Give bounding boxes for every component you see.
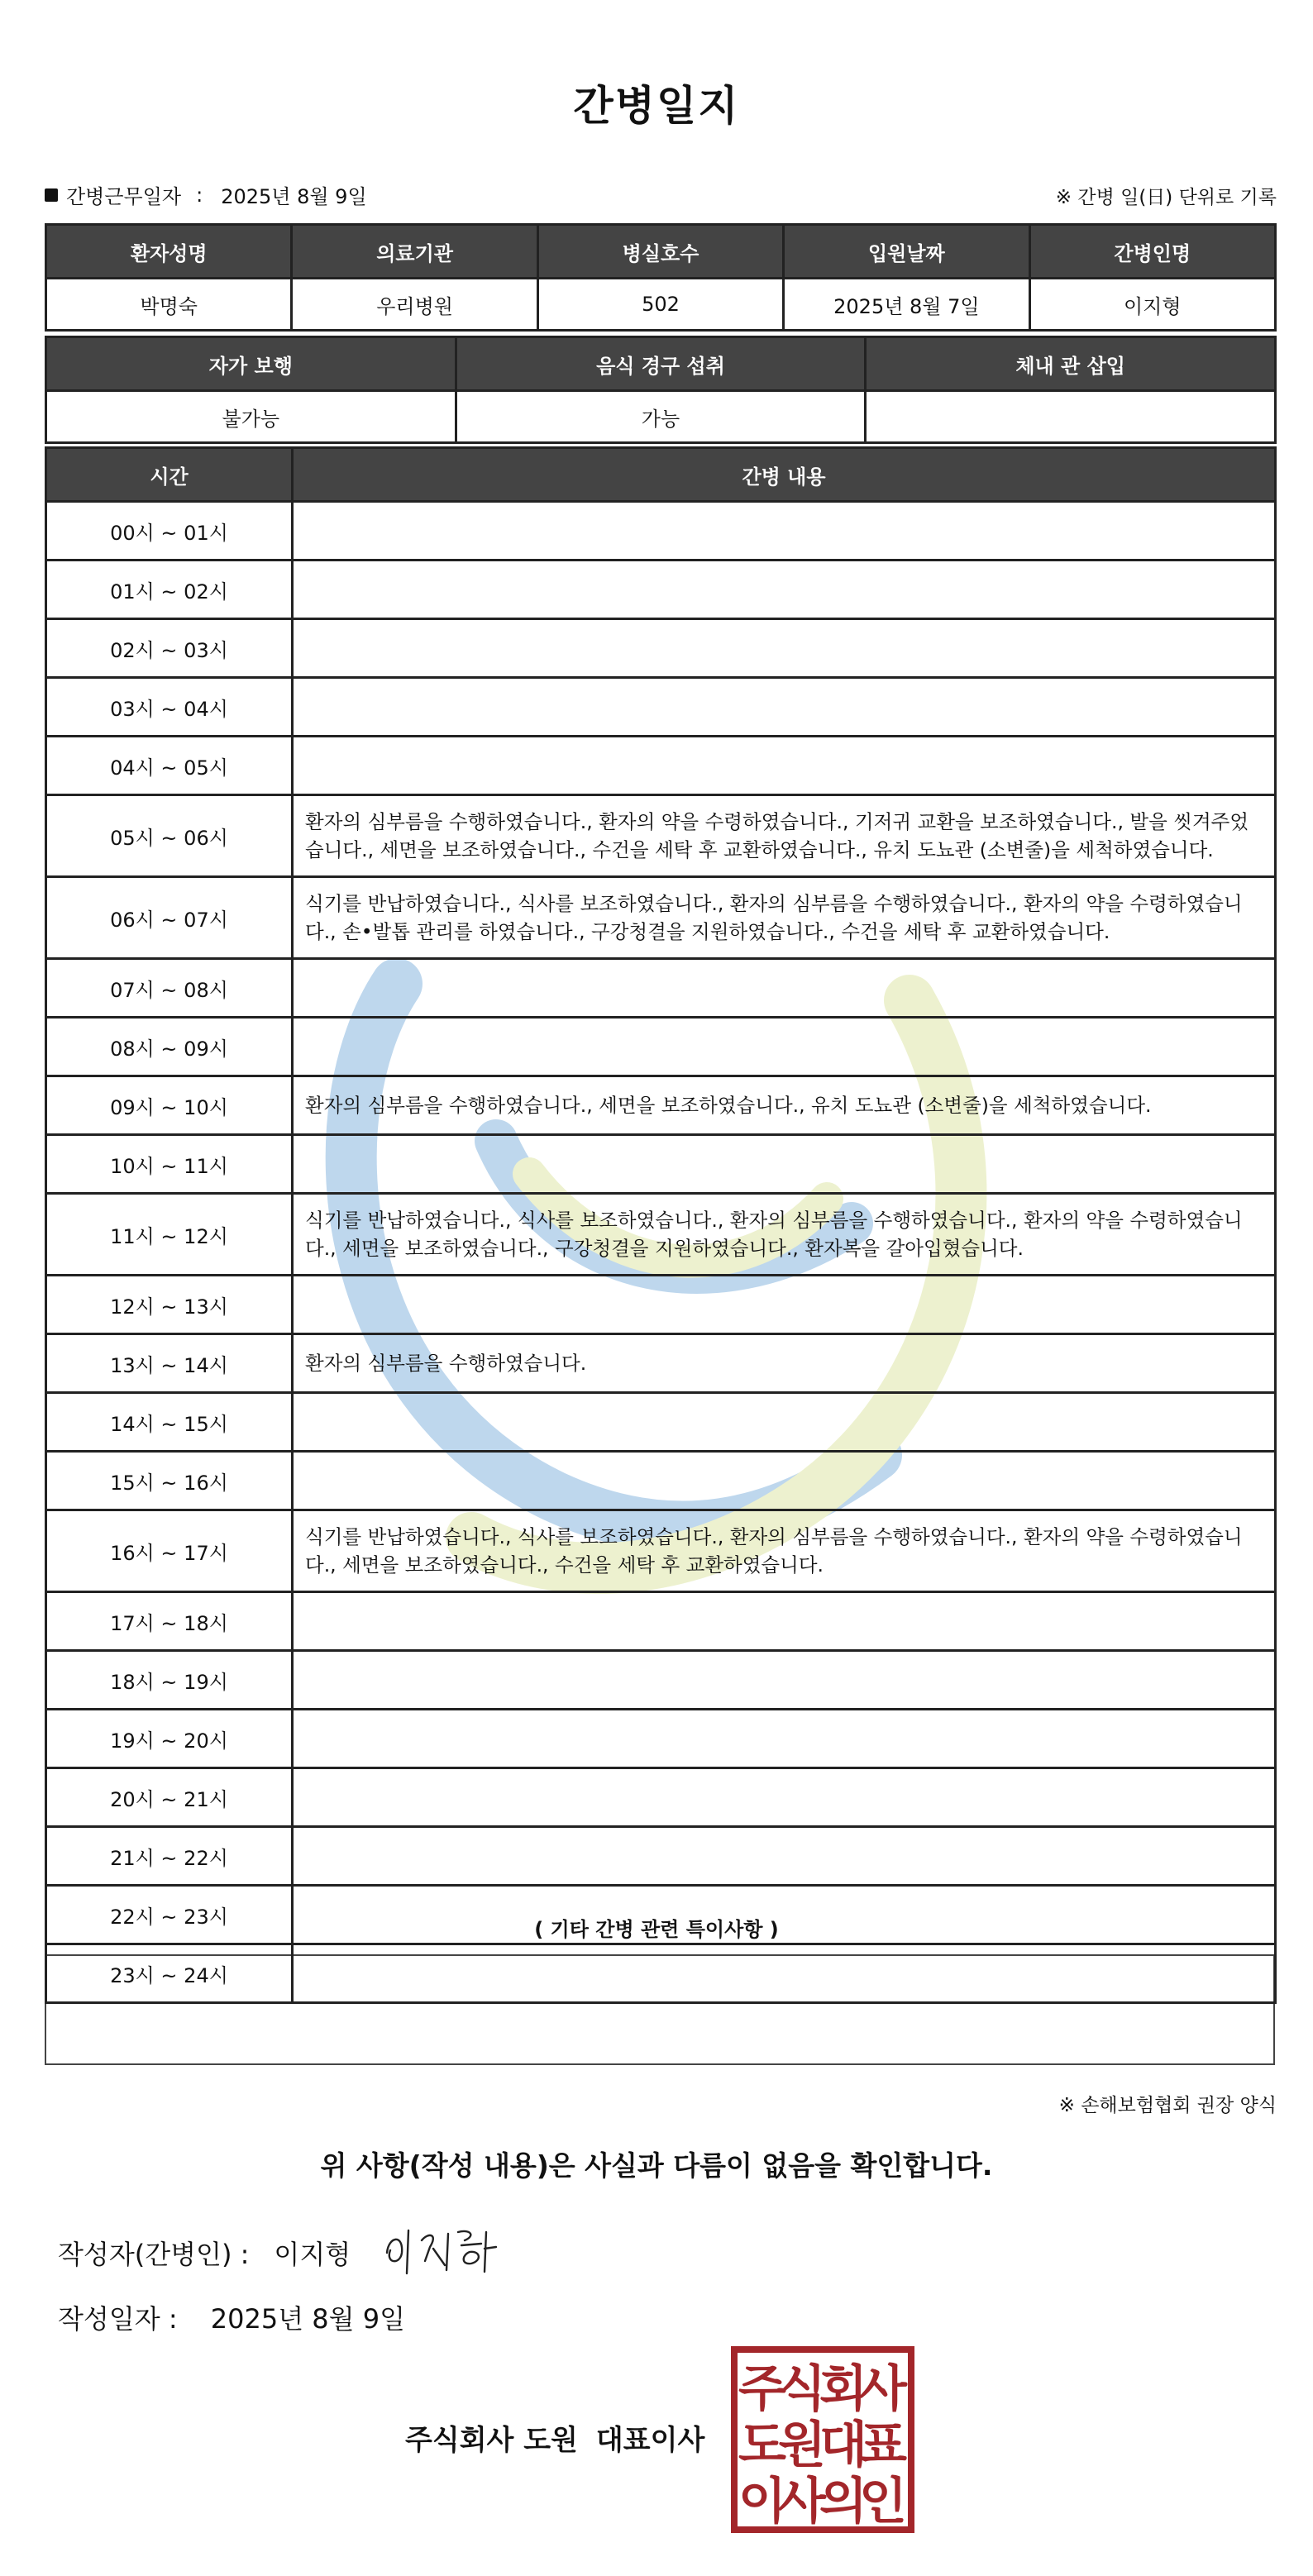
svg-text:원: 원 [778,2416,826,2474]
care-log-time: 15시 ~ 16시 [46,1452,293,1510]
care-log-row [46,795,1276,877]
care-log-row [46,1510,1276,1592]
svg-text:사: 사 [859,2360,907,2418]
company-line [405,2417,704,2458]
written-date-line [58,2298,405,2336]
care-log-row [46,959,1276,1018]
care-log-content [293,1592,1276,1651]
header-tube: 체내 관 삽입 [866,337,1276,391]
svg-text:사: 사 [778,2473,826,2531]
patient-table [45,223,1277,332]
oral-intake-status: 가능 [456,391,866,443]
work-date-label: 간병근무일자 [66,185,182,208]
care-log-time: 18시 ~ 19시 [46,1651,293,1710]
care-log-row [46,619,1276,678]
notes-title: ( 기타 간병 관련 특이사항 ) [534,1918,779,1941]
care-log-time: 19시 ~ 20시 [46,1710,293,1768]
care-log-row [46,1334,1276,1393]
recommend-note: ※ 손해보험협회 권장 양식 [1058,2095,1277,2116]
status-table-row [46,391,1276,443]
care-log-time: 14시 ~ 15시 [46,1393,293,1452]
care-log-time: 03시 ~ 04시 [46,678,293,737]
work-date-colon: : [196,183,203,207]
header-admission-date: 입원날짜 [784,225,1029,279]
care-log-time: 09시 ~ 10시 [46,1076,293,1135]
svg-text:식: 식 [778,2360,826,2418]
care-log-content [293,1944,1276,2003]
care-log-row [46,678,1276,737]
care-log-content [293,737,1276,795]
care-log-row [46,1393,1276,1452]
care-log-content: 식기를 반납하였습니다., 식사를 보조하였습니다., 환자의 심부름을 수행하였습니다., 환자의 약을 수령하였습니다., 세면을 보조하였습니다., 수건을 세탁 후 교환하였습니다. [293,1510,1276,1592]
header-room: 병실호수 [537,225,783,279]
care-log-time: 21시 ~ 22시 [46,1827,293,1886]
room-number: 502 [537,279,783,331]
work-date [45,180,367,209]
care-log-content: 식기를 반납하였습니다., 식사를 보조하였습니다., 환자의 심부름을 수행하였습니다., 환자의 약을 수령하였습니다., 세면을 보조하였습니다., 구강청결을 지원하였습니다., 환자복을 갈아입혔습니다. [293,1194,1276,1276]
care-log-row [46,1886,1276,1944]
care-log-time: 22시 ~ 23시 [46,1886,293,1944]
header-oral-intake: 음식 경구 섭취 [456,337,866,391]
care-log-row [46,1592,1276,1651]
bullet-square-icon [45,188,58,202]
svg-text:도: 도 [738,2416,786,2474]
care-log-row [46,737,1276,795]
care-log-row [46,1651,1276,1710]
care-log-row [46,1710,1276,1768]
care-log-row [46,1276,1276,1334]
care-log-table [45,446,1277,2004]
care-log-content [293,1135,1276,1194]
header-caregiver: 간병인명 [1029,225,1275,279]
care-log-time: 12시 ~ 13시 [46,1276,293,1334]
confirm-statement: 위 사항(작성 내용)은 사실과 다름이 없음을 확인합니다. [320,2149,993,2182]
writer-name: 이지형 [274,2239,351,2270]
handwritten-signature [379,2216,528,2282]
status-table [45,336,1277,444]
company-title: 대표이사 [595,2424,705,2457]
care-log-row [46,561,1276,619]
header-care-content: 간병 내용 [293,448,1276,502]
writer-line [58,2234,351,2272]
care-log-time: 01시 ~ 02시 [46,561,293,619]
written-date-label: 작성일자 : [58,2303,178,2335]
svg-text:이: 이 [738,2473,786,2531]
work-date-value: 2025년 8월 9일 [221,185,367,208]
care-log-time: 23시 ~ 24시 [46,1944,293,2003]
care-log-content: 환자의 심부름을 수행하였습니다., 세면을 보조하였습니다., 유치 도뇨관 (소변줄)을 세척하였습니다. [293,1076,1276,1135]
care-log-time: 17시 ~ 18시 [46,1592,293,1651]
svg-text:의: 의 [819,2473,867,2531]
svg-text:주: 주 [738,2360,786,2418]
care-log-content [293,1276,1276,1334]
care-log-time: 05시 ~ 06시 [46,795,293,877]
care-log-row [46,1768,1276,1827]
care-log-time: 07시 ~ 08시 [46,959,293,1018]
care-log-time: 10시 ~ 11시 [46,1135,293,1194]
care-log-time: 00시 ~ 01시 [46,502,293,561]
care-log-time: 02시 ~ 03시 [46,619,293,678]
company-seal [731,2346,914,2533]
header-time: 시간 [46,448,293,502]
caregiver-name: 이지형 [1029,279,1275,331]
walking-status: 불가능 [46,391,456,443]
patient-table-row [46,279,1276,331]
care-log-time: 13시 ~ 14시 [46,1334,293,1393]
hospital: 우리병원 [292,279,537,331]
care-log-content [293,1768,1276,1827]
care-log-content [293,502,1276,561]
header-patient-name: 환자성명 [46,225,292,279]
care-log-row [46,1452,1276,1510]
care-log-content: 환자의 심부름을 수행하였습니다., 환자의 약을 수령하였습니다., 기저귀 교환을 보조하였습니다., 발을 씻겨주었습니다., 세면을 보조하였습니다., 수건을 세탁 후 교환하였습니다., 유치 도뇨관 (소변줄)을 세척하였습니다. [293,795,1276,877]
care-log-row [46,1135,1276,1194]
svg-text:대: 대 [819,2416,867,2474]
care-log-content [293,619,1276,678]
writer-label: 작성자(간병인) : [58,2239,250,2270]
admission-date: 2025년 8월 7일 [784,279,1029,331]
care-log-header [46,448,1276,502]
care-log-content [293,1651,1276,1710]
care-log-content [293,959,1276,1018]
care-log-content [293,678,1276,737]
status-table-header [46,337,1276,391]
record-note: ※ 간병 일(日) 단위로 기록 [1055,187,1277,208]
care-log-content [293,561,1276,619]
svg-text:인: 인 [859,2473,907,2531]
page-title: 간병일지 [573,82,740,130]
care-log-content [293,1827,1276,1886]
care-log-row [46,877,1276,959]
care-log-content: 환자의 심부름을 수행하였습니다. [293,1334,1276,1393]
tube-status [866,391,1276,443]
care-log-row [46,502,1276,561]
care-log-content [293,1452,1276,1510]
care-log-row [46,1018,1276,1076]
care-log-time: 08시 ~ 09시 [46,1018,293,1076]
patient-table-header [46,225,1276,279]
svg-text:표: 표 [859,2416,907,2474]
header-walking: 자가 보행 [46,337,456,391]
care-log-content: 식기를 반납하였습니다., 식사를 보조하였습니다., 환자의 심부름을 수행하였습니다., 환자의 약을 수령하였습니다., 손•발톱 관리를 하였습니다., 구강청결을 지원하였습니다., 수건을 세탁 후 교환하였습니다. [293,877,1276,959]
care-log-row [46,1194,1276,1276]
care-log-row [46,1944,1276,2003]
care-log-time: 06시 ~ 07시 [46,877,293,959]
care-log-row [46,1827,1276,1886]
patient-name: 박명숙 [46,279,292,331]
care-log-time: 11시 ~ 12시 [46,1194,293,1276]
written-date-value: 2025년 8월 9일 [210,2303,406,2335]
company-name: 주식회사 도원 [405,2424,578,2457]
svg-text:회: 회 [819,2360,867,2418]
care-log-content [293,1018,1276,1076]
care-log-time: 04시 ~ 05시 [46,737,293,795]
care-log-time: 16시 ~ 17시 [46,1510,293,1592]
care-log-content [293,1886,1276,1944]
care-log-time: 20시 ~ 21시 [46,1768,293,1827]
care-log-content [293,1393,1276,1452]
care-log-content [293,1710,1276,1768]
care-log-row [46,1076,1276,1135]
header-hospital: 의료기관 [292,225,537,279]
